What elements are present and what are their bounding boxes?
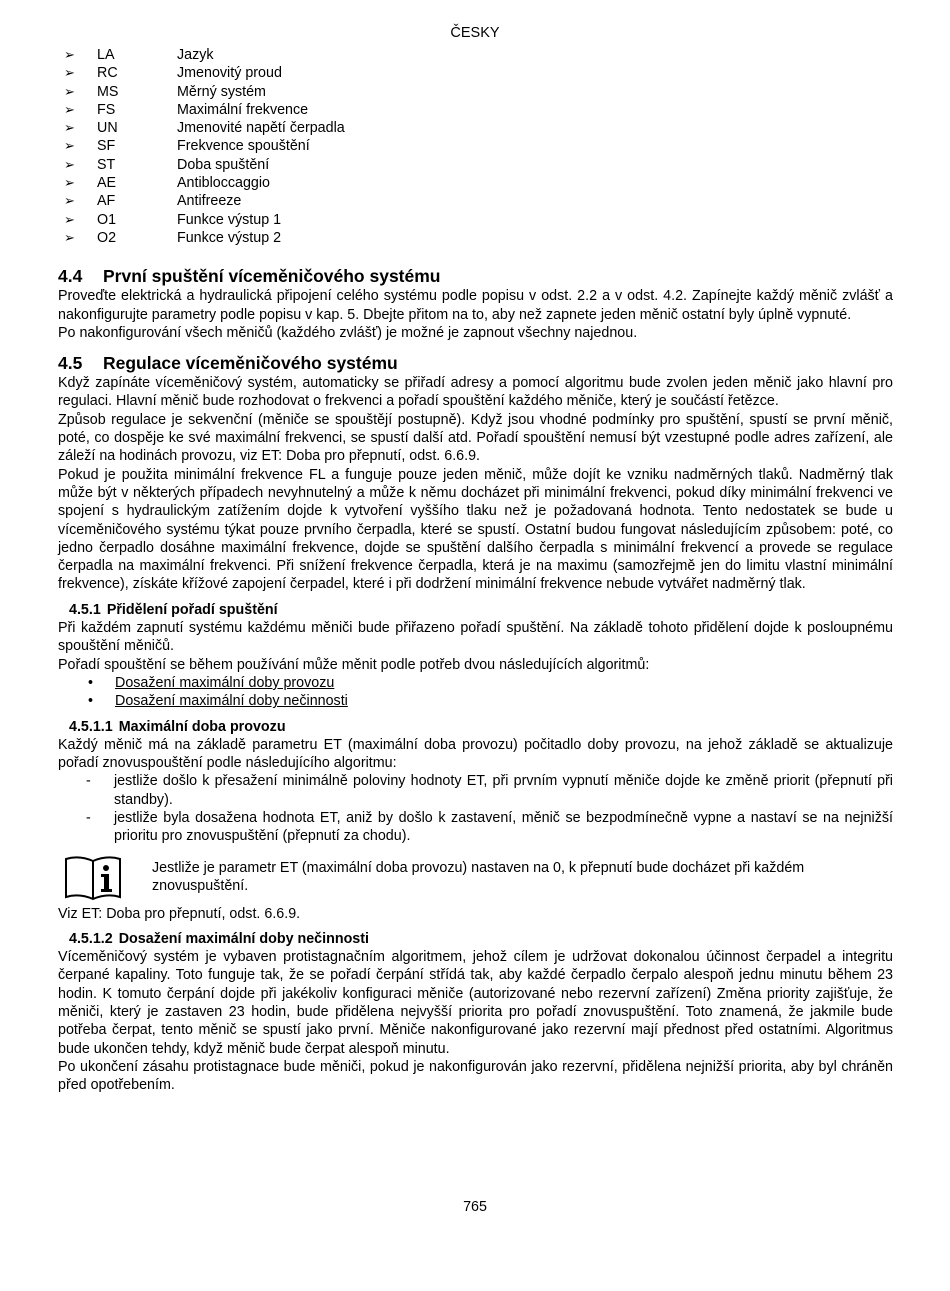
parameter-name: Antifreeze (177, 193, 242, 210)
arrow-bullet-icon: ➢ (64, 156, 75, 172)
list-item-text: jestliže došlo k přesažení minimálně poloviny hodnoty ET, při prvním vypnutí měniče dojde ke změně priorit (přepnutí při standby). (114, 773, 893, 808)
arrow-bullet-icon: ➢ (64, 138, 75, 154)
parameter-name: Funkce výstup 1 (177, 211, 282, 228)
list-item-text: jestliže byla dosažena hodnota ET, aniž by došlo k zastavení, měnič se bezpodmínečně vypne a nastaví se na nejnižší prioritu pro znovuspuštění (přepnutí za chodu). (114, 809, 893, 845)
list-item (58, 692, 893, 710)
parameter-name: Funkce výstup 2 (177, 229, 282, 246)
parameter-name: Antibloccaggio (177, 175, 270, 192)
paragraph: Pokud je použita minimální frekvence FL a funguje pouze jeden měnič, může dojít ke vzniku nadměrných tlaků. Nadměrný tlak může být v některých případech nevyhnutelný a může k němu docházet při minimální frekvenci, pokud díky minimální frekvenci ve spojení s hydraulickým zatížením dojde k vytvoření vyššího tlaku než je požadovaná hodnota. Tento nedostatek se bude u víceměničového systému týkat pouze prvního čerpadla, které se spustí. Ostatní budou fungovat následujícím způsobem: poté, co jedno čerpadlo dosáhne maximální frekvence, dojde se spuštění dalšího čerpadla s minimální frekvencí a provede se regulace čerpadla na maximální frekvenci. Při snížení frekvence čerpadla, která je na maximu (samozřejmě jen do limitu vlastní minimální frekvence), získáte křížové zapojení čerpadel, které i při dodržení minimální frekvence nebude vytvářet nadměrný tlak. (58, 466, 893, 593)
section-title: Regulace víceměničového systému (103, 353, 398, 374)
parameter-item (58, 174, 893, 192)
section-title: První spuštění víceměničového systému (103, 266, 441, 287)
parameter-code: SF (97, 138, 116, 155)
paragraph: Každý měnič má na základě parametru ET (maximální doba provozu) počitadlo doby provozu, na jehož základě se aktualizuje pořadí znovuspouštění podle následujícího algoritmu: (58, 736, 893, 772)
parameter-code: O2 (97, 229, 117, 246)
algorithm-link[interactable]: Dosažení maximální doby provozu (115, 674, 335, 691)
arrow-bullet-icon: ➢ (64, 47, 75, 62)
parameter-list (58, 46, 893, 247)
info-book-icon (62, 855, 124, 901)
parameter-item (58, 119, 893, 137)
parameter-name: Jmenovitý proud (177, 65, 282, 82)
dash-bullet: - (86, 773, 91, 790)
parameter-name: Měrný systém (177, 83, 266, 100)
subsection-heading-4-5-1 (69, 601, 893, 619)
parameter-code: ST (97, 156, 116, 173)
paragraph: Při každém zapnutí systému každému měniči bude přiřazeno pořadí spuštění. Na základě tohoto přidělení dojde k posloupnému spouštění měničů. (58, 620, 893, 655)
section-number: 4.5.1.2 (69, 930, 113, 947)
paragraph: Způsob regulace je sekvenční (měniče se spouštějí postupně). Když jsou vhodné podmínky pro spuštění, spustí se první měnič, poté, co dospěje ke své maximální frekvenci, se spustí další atd. Pořadí spouštění nemusí být vzestupné podle adres zařízení, ale záleží na hodinách provozu, viz ET: Doba pro přepnutí, odst. 6.6.9. (58, 411, 893, 465)
section-heading-4-4 (58, 265, 893, 287)
parameter-item (58, 229, 893, 247)
subsection-heading-4-5-1-1 (69, 718, 893, 736)
section-number: 4.4 (58, 266, 83, 287)
parameter-item (58, 64, 893, 82)
page-header: ČESKY (450, 25, 500, 41)
arrow-bullet-icon: ➢ (64, 101, 75, 117)
list-item (58, 772, 893, 809)
paragraph: Po nakonfigurování všech měničů (každého zvlášť) je možné je zapnout všechny najednou. (58, 324, 638, 341)
parameter-item (58, 156, 893, 174)
parameter-code: FS (97, 101, 116, 118)
parameter-code: O1 (97, 211, 117, 228)
parameter-item (58, 83, 893, 101)
paragraph: Proveďte elektrická a hydraulická připojení celého systému podle popisu v odst. 2.2 a v odst. 4.2. Zapínejte každý měnič zvlášť a nakonfigurujte parametry podle popisu v kap. 5. Dbejte přitom na to, aby než zapnete jeden měnič ostatní byly úplně vypnuté. (58, 288, 893, 323)
section-number: 4.5.1 (69, 601, 101, 618)
parameter-code: AE (97, 175, 117, 192)
parameter-item (58, 192, 893, 210)
algorithm-list (58, 674, 893, 711)
parameter-code: UN (97, 120, 118, 137)
bullet-icon: • (88, 693, 94, 710)
section-title: Přidělení pořadí spuštění (106, 601, 278, 618)
rule-list (58, 772, 893, 845)
page-content (58, 46, 893, 1095)
section-number: 4.5 (58, 353, 83, 374)
bullet-icon: • (88, 674, 94, 691)
note-text: Jestliže je parametr ET (maximální doba provozu) nastaven na 0, k přepnutí bude docházet při každém znovuspuštění. (152, 859, 805, 894)
info-note (58, 855, 893, 905)
parameter-name: Jmenovité napětí čerpadla (177, 120, 345, 137)
arrow-bullet-icon: ➢ (64, 120, 75, 136)
arrow-bullet-icon: ➢ (64, 83, 75, 99)
parameter-name: Doba spuštění (177, 156, 270, 173)
algorithm-link[interactable]: Dosažení maximální doby nečinnosti (115, 693, 348, 710)
parameter-item (58, 101, 893, 119)
arrow-bullet-icon: ➢ (64, 65, 75, 81)
arrow-bullet-icon: ➢ (64, 193, 75, 209)
subsection-heading-4-5-1-2 (69, 930, 893, 948)
page-number: 765 (463, 1199, 487, 1215)
parameter-name: Jazyk (177, 47, 214, 63)
section-title: Dosažení maximální doby nečinnosti (118, 930, 369, 947)
list-item (58, 674, 893, 692)
paragraph: Po ukončení zásahu protistagnace bude měniči, pokud je nakonfigurován jako rezervní, přidělena nejnižší priorita, aby byl chráněn před opotřebením. (58, 1058, 893, 1094)
parameter-code: LA (97, 47, 115, 63)
section-title: Maximální doba provozu (118, 718, 286, 735)
parameter-name: Maximální frekvence (177, 101, 309, 118)
parameter-item (58, 211, 893, 229)
paragraph: Viz ET: Doba pro přepnutí, odst. 6.6.9. (58, 905, 301, 922)
paragraph: Pořadí spouštění se během používání může měnit podle potřeb dvou následujících algoritmů: (58, 656, 650, 673)
arrow-bullet-icon: ➢ (64, 229, 75, 245)
paragraph: Když zapínáte víceměničový systém, automaticky se přiřadí adresy a pomocí algoritmu bude zvolen jeden měnič jako hlavní pro regulaci. Hlavní měnič bude rozhodovat o frekvenci a pořadí spouštění každého měniče, který je součástí řetězce. (58, 375, 893, 410)
arrow-bullet-icon: ➢ (64, 175, 75, 191)
section-number: 4.5.1.1 (69, 718, 113, 735)
parameter-item (58, 137, 893, 155)
paragraph: Víceměničový systém je vybaven protistagnačním algoritmem, jehož cílem je udržovat dokonalou účinnost čerpadel a integritu čerpané kapaliny. Toto funguje tak, že se pořadí čerpání střídá tak, aby každé čerpadlo čerpalo alespoň jednu minutu během 23 hodin. K tomuto čerpání dojde při jakékoliv konfiguraci měniče (autorizované nebo rezervní zařízení) Změna priority zajišťuje, že měniči, který je zastaven 23 hodin, bude přidělena nejvyšší priorita pro pořadí znovuspuštění. Toto znamená, že jakmile bude potřeba čerpat, tento měnič se spustí jako první. Měniče nakonfigurované jako rezervní mají přednost před ostatními. Algoritmus bude ukončen tehdy, když měnič bude čerpat alespoň minutu. (58, 949, 893, 1057)
parameter-code: RC (97, 65, 118, 82)
parameter-code: MS (97, 83, 119, 100)
section-heading-4-5 (58, 352, 893, 374)
dash-bullet: - (86, 809, 91, 826)
parameter-code: AF (97, 193, 116, 210)
arrow-bullet-icon: ➢ (64, 211, 75, 227)
parameter-name: Frekvence spouštění (177, 138, 310, 155)
list-item (58, 809, 893, 846)
parameter-item (58, 46, 893, 64)
